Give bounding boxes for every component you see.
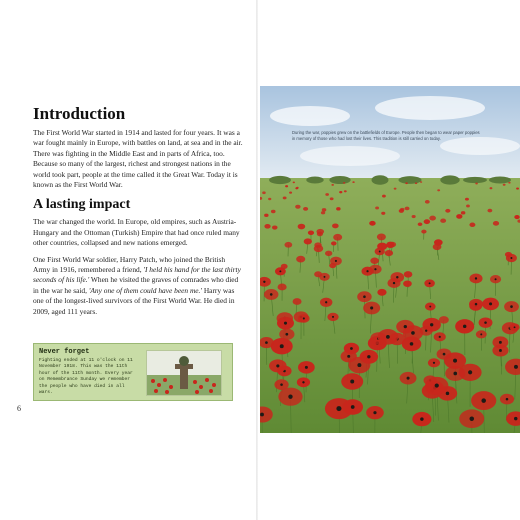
painting-caption: During the war, poppies grew on the battlefields of Europe. People then began to wear paper poppies in memory of those who had lost their lives. This tradition is still carried on today. <box>292 130 480 141</box>
poppy-flower <box>296 256 305 263</box>
intro-paragraph: The First World War started in 1914 and lasted for four years. It was a war fought mainly in Europe, with battles on land, at sea and in the air. There was fighting in the Middle East and in parts of Africa, too. Because so many of the largest, richest and strongest nations in the world took part, people at the time called it the Great War. Today it is known as the First World War. <box>33 128 243 190</box>
patch-text-2: When he visited the graves of comrades who died in the war he said, <box>33 275 239 295</box>
poppy-flower <box>402 337 422 352</box>
harry-patch-paragraph <box>33 255 243 317</box>
poppy-flower <box>415 182 417 184</box>
poppy-flower <box>271 210 276 213</box>
poppy-flower <box>293 182 295 184</box>
poppy-flower <box>304 238 312 244</box>
poppy-flower <box>271 338 293 354</box>
poppy-flower <box>289 192 292 194</box>
poppy-flower <box>412 412 431 426</box>
poppy-flower <box>283 196 287 199</box>
left-page-content <box>33 104 243 323</box>
poppy-flower <box>500 394 514 405</box>
poppy-flower <box>377 243 387 250</box>
poppy-flower <box>428 358 440 367</box>
patch-quote-1: 'I held his hand for the last thirty seconds of his life.' <box>33 265 241 285</box>
poppy-flower <box>429 216 436 221</box>
poppy-flower <box>339 191 342 193</box>
poppy-flower <box>331 184 334 186</box>
poppy-flower <box>469 274 482 284</box>
poppy-flower <box>465 198 469 201</box>
poppy-flower <box>278 284 287 291</box>
poppy-flower <box>348 357 370 373</box>
poppy-flower <box>459 364 482 381</box>
patch-quote-2: 'Any one of them could have been me.' <box>88 285 202 295</box>
poppy-flower <box>264 224 270 229</box>
poppy-flower <box>469 223 475 227</box>
poppy-flower <box>487 209 492 213</box>
poppy-flower <box>352 181 354 183</box>
poppy-flower <box>344 190 347 192</box>
poppy-flower <box>308 230 314 235</box>
page-heading: Introduction <box>33 104 126 123</box>
poppy-flower <box>386 242 394 248</box>
poppy-flower <box>357 291 371 302</box>
poppy-flower <box>405 182 408 184</box>
poppy-flower <box>264 289 278 300</box>
poppy-flower <box>482 298 499 311</box>
poppy-flower <box>492 344 508 356</box>
poppy-flower <box>461 211 466 214</box>
poppy-flower <box>298 224 306 230</box>
poppy-flower <box>424 219 430 224</box>
poppy-flower <box>490 275 501 283</box>
poppy-flower <box>503 184 506 186</box>
poppy-flower <box>298 314 310 323</box>
poppy-flower <box>459 409 484 428</box>
poppy-flower <box>479 317 493 327</box>
memorial-illustration <box>147 351 221 395</box>
poppy-flower <box>341 373 363 389</box>
never-forget-box <box>33 343 233 401</box>
poppy-flower <box>330 197 334 200</box>
poppy-flower <box>476 330 487 338</box>
poppy-flower <box>405 207 410 211</box>
poppy-flower <box>320 298 332 307</box>
poppy-field-painting <box>260 86 520 433</box>
poppy-flower <box>298 361 315 374</box>
poppy-flower <box>377 289 386 296</box>
distant-tree <box>398 176 421 184</box>
poppy-flower <box>425 303 436 311</box>
poppy-flower <box>400 372 417 385</box>
poppy-flower <box>424 279 434 287</box>
poppy-flower <box>297 377 310 387</box>
poppy-flower <box>445 209 450 213</box>
poppy-flower <box>455 319 474 333</box>
poppy-flower <box>404 271 413 277</box>
poppy-flower <box>303 207 308 211</box>
poppy-flower <box>493 221 499 226</box>
poppy-flower <box>316 229 324 235</box>
distant-tree <box>329 176 350 184</box>
poppy-flower <box>375 207 379 210</box>
poppy-flower <box>333 234 342 241</box>
distant-tree <box>269 176 291 184</box>
poppy-flower <box>268 198 271 200</box>
poppy-flower <box>387 278 400 288</box>
poppy-flower <box>363 302 380 315</box>
left-page <box>0 0 258 520</box>
poppy-flower <box>296 187 299 189</box>
poppy-flower <box>466 205 470 208</box>
page-number: 6 <box>17 404 21 413</box>
poppy-flower <box>378 329 399 345</box>
poppy-flower <box>425 200 430 204</box>
poppy-flower <box>331 241 337 245</box>
poppy-flower <box>322 208 327 211</box>
poppy-flower <box>325 251 332 256</box>
impact-paragraph: The war changed the world. In Europe, old empires, such as Austria-Hungary and the Ottoman (Turkish) Empire that had once ruled many other countries, collapsed and new nations emerged. <box>33 217 240 248</box>
poppy-flower <box>362 267 374 276</box>
poppy-flower <box>277 317 294 330</box>
poppy-flower <box>471 391 496 410</box>
poppy-flower <box>329 263 336 268</box>
poppy-flower <box>421 230 426 234</box>
distant-tree <box>489 177 511 184</box>
poppy-flower <box>434 239 443 246</box>
poppy-flower <box>269 359 287 372</box>
poppy-flower <box>336 207 340 210</box>
patch-text-3: Harry was one of the longest-lived survivors of the First World War. He died in 2009, aged 111 years. <box>33 285 235 316</box>
poppy-flower <box>508 182 510 184</box>
poppy-flower <box>403 280 412 286</box>
poppy-flower <box>396 320 414 334</box>
poppy-flower <box>382 195 386 198</box>
poppy-flower <box>399 209 404 213</box>
poppy-flower <box>332 223 339 228</box>
poppy-flower <box>456 214 462 219</box>
distant-tree <box>440 175 459 184</box>
poppy-flower <box>342 399 363 414</box>
patch-text-1: One First World War soldier, Harry Patch, who joined the British Army in 1916, remembered a friend, <box>33 254 226 275</box>
poppy-flower <box>275 267 286 275</box>
poppy-flower <box>369 221 375 226</box>
box-title: Never forget <box>39 348 90 356</box>
distant-tree <box>463 177 487 183</box>
poppy-flower <box>509 323 519 331</box>
poppy-flower <box>439 316 449 323</box>
poppy-flower <box>285 185 288 187</box>
poppy-flower <box>325 193 329 196</box>
poppy-flower <box>420 181 422 183</box>
poppy-flower <box>412 215 416 218</box>
poppy-flower <box>437 189 440 191</box>
poppy-flower <box>284 242 292 248</box>
poppy-flower <box>370 258 379 264</box>
poppy-flower <box>434 332 446 341</box>
poppy-flower <box>425 377 448 394</box>
poppy-flower <box>343 182 345 184</box>
poppy-flower <box>516 187 519 189</box>
poppy-flower <box>381 212 385 215</box>
memorial-photo <box>146 350 222 396</box>
section-subheading: A lasting impact <box>33 197 131 213</box>
poppy-flower <box>314 271 322 277</box>
poppy-flower <box>278 388 302 406</box>
poppy-flower <box>264 214 268 217</box>
poppy-flower <box>469 299 483 309</box>
poppy-flower <box>321 211 325 214</box>
poppy-flower <box>385 250 393 256</box>
distant-tree <box>372 175 389 185</box>
poppy-flower <box>475 183 478 185</box>
poppy-flower <box>506 254 517 262</box>
poppy-flower <box>262 191 266 194</box>
distant-tree <box>306 177 323 184</box>
poppy-flower <box>504 301 519 312</box>
poppy-flower <box>514 215 519 219</box>
poppy-flower <box>440 219 446 223</box>
poppy-flower <box>295 205 300 209</box>
poppy-flower <box>327 313 338 321</box>
poppy-flower <box>293 298 302 305</box>
poppy-flower <box>366 406 384 419</box>
poppy-flower <box>272 225 278 229</box>
box-text: Fighting ended at 11 o'clock on 11 November 1918. This was the 11th hour of the 11th month. Every year on Remembrance Sunday we remember the people who have died in all wars. <box>39 358 133 396</box>
poppy-flower <box>418 222 423 226</box>
poppy-flower <box>314 245 323 252</box>
poppy-flower <box>394 188 397 190</box>
poppy-flower <box>377 234 386 241</box>
poppy-flower <box>490 187 493 189</box>
